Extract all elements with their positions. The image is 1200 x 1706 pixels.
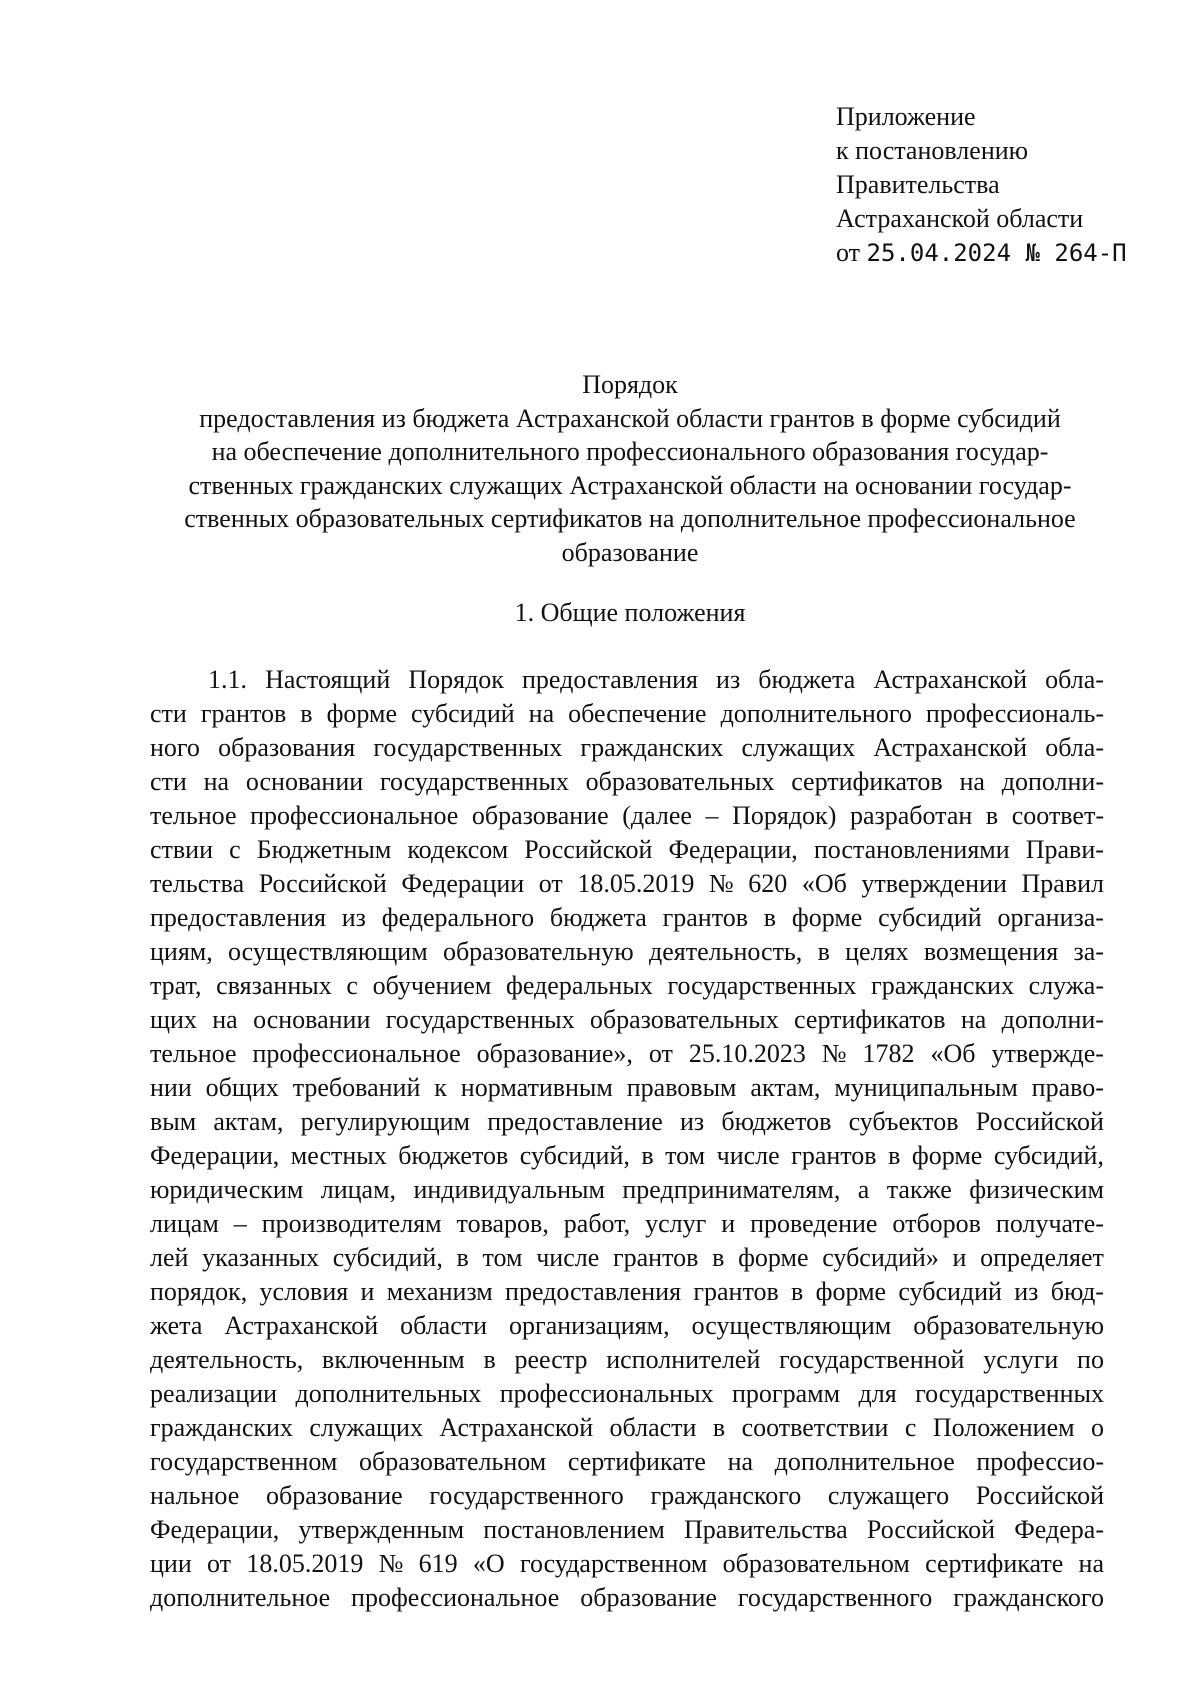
- body-line: реализации дополнительных профессиональных программ для государственных: [150, 1379, 1104, 1408]
- body-line: нальное образование государственного гражданского служащего Российской: [150, 1481, 1104, 1510]
- body-line: гражданских служащих Астраханской области в соответствии с Положением о: [150, 1413, 1104, 1442]
- body-line: сти на основании государственных образовательных сертификатов на дополни-: [150, 767, 1104, 796]
- body-line: тельства Российской Федерации от 18.05.2019 № 620 «Об утверждении Правил: [150, 869, 1104, 898]
- body-line: ствии с Бюджетным кодексом Российской Федерации, постановлениями Прави-: [150, 835, 1104, 864]
- body-line: ного образования государственных гражданских служащих Астраханской обла-: [150, 733, 1104, 762]
- body-line: нии общих требований к нормативным правовым актам, муниципальным право-: [150, 1073, 1104, 1102]
- title-line: ственных гражданских служащих Астраханской области на основании государ-: [188, 470, 1072, 500]
- document-title: [150, 368, 1110, 569]
- body-line: лицам – производителям товаров, работ, услуг и проведение отборов получате-: [150, 1209, 1104, 1238]
- date-number: 25.04.2024 № 264-П: [866, 239, 1127, 267]
- body-line: предоставления из федерального бюджета грантов в форме субсидий организа-: [150, 903, 1104, 932]
- title-line: Порядок: [582, 370, 678, 399]
- body-line: ции от 18.05.2019 № 619 «О государственном образовательном сертификате на: [150, 1549, 1104, 1578]
- body-line: дополнительное профессиональное образование государственного гражданского: [150, 1583, 1104, 1612]
- appendix-line: к постановлению: [836, 136, 1029, 165]
- body-line: Федерации, утвержденным постановлением Правительства Российской Федера-: [150, 1515, 1104, 1544]
- body-line: Федерации, местных бюджетов субсидий, в том числе грантов в форме субсидий,: [150, 1141, 1104, 1170]
- body-line: лей указанных субсидий, в том числе грантов в форме субсидий» и определяет: [150, 1243, 1104, 1272]
- body-line: вым актам, регулирующим предоставление из бюджетов субъектов Российской: [150, 1107, 1104, 1136]
- body-paragraph: [150, 663, 1104, 1615]
- date-prefix: от: [836, 238, 867, 267]
- body-line: порядок, условия и механизм предоставления грантов в форме субсидий из бюд-: [150, 1277, 1104, 1306]
- body-line: циям, осуществляющим образовательную деятельность, в целях возмещения за-: [150, 937, 1104, 966]
- body-line: деятельность, включенным в реестр исполнителей государственной услуги по: [150, 1345, 1104, 1374]
- appendix-line: Приложение: [836, 102, 976, 131]
- body-line: государственном образовательном сертификате на дополнительное профессио-: [150, 1447, 1104, 1476]
- appendix-line: Астраханской области: [836, 204, 1084, 233]
- body-line: жета Астраханской области организациям, осуществляющим образовательную: [150, 1311, 1104, 1340]
- section-heading: 1. Общие положения: [514, 598, 746, 627]
- title-line: предоставления из бюджета Астраханской области грантов в форме субсидий: [199, 403, 1061, 433]
- body-line: юридическим лицам, индивидуальным предпринимателям, а также физическим: [150, 1175, 1104, 1204]
- body-line: тельное профессиональное образование», от 25.10.2023 № 1782 «Об утвержде-: [150, 1039, 1104, 1068]
- body-line: тельное профессиональное образование (далее – Порядок) разработан в соответ-: [150, 801, 1104, 830]
- body-line: щих на основании государственных образовательных сертификатов на дополни-: [150, 1005, 1104, 1034]
- title-line: ственных образовательных сертификатов на дополнительное профессиональное: [184, 504, 1076, 533]
- title-line: на обеспечение дополнительного профессионального образования государ-: [211, 437, 1049, 466]
- body-line: сти грантов в форме субсидий на обеспечение дополнительного профессиональ-: [150, 699, 1104, 728]
- body-line: 1.1. Настоящий Порядок предоставления из бюджета Астраханской обла-: [208, 665, 1104, 694]
- appendix-date-line: [836, 236, 1176, 270]
- appendix-line: Правительства: [836, 170, 1000, 199]
- body-line: трат, связанных с обучением федеральных государственных гражданских служа-: [150, 971, 1104, 1000]
- title-line: образование: [561, 537, 699, 567]
- appendix-header: [836, 100, 1176, 270]
